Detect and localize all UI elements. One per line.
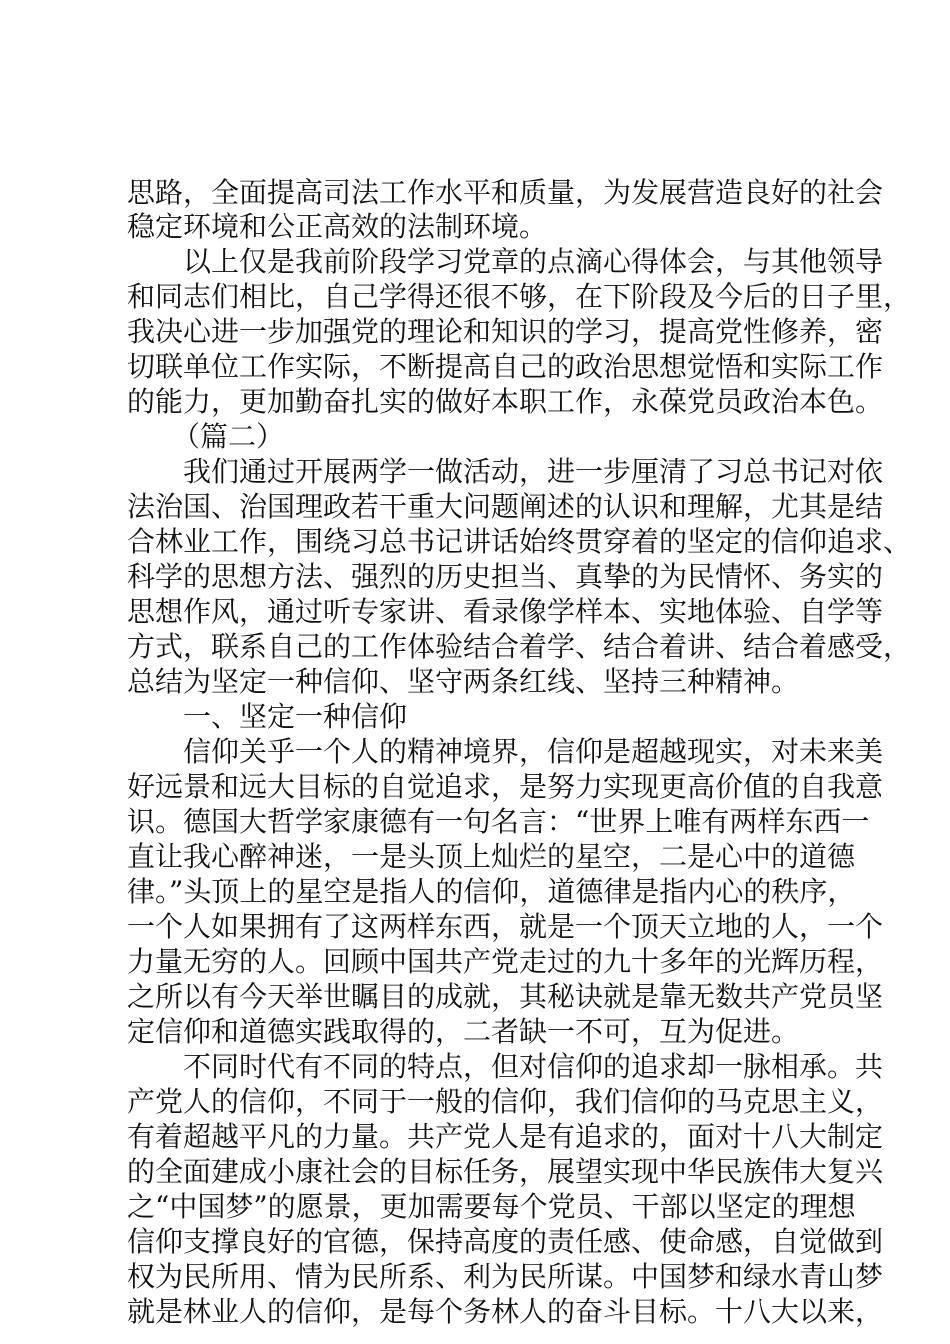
- text-line: 稳定环境和公正高效的法制环境。: [127, 210, 548, 243]
- text-line: 一个人如果拥有了这两样东西，就是一个顶天立地的人，一个: [127, 910, 884, 943]
- text-line: 方式，联系自己的工作体验结合着学、结合着讲、结合着感受，: [127, 630, 912, 663]
- text-line: 不同时代有不同的特点，但对信仰的追求却一脉相承。共: [183, 1050, 884, 1083]
- text-line: 好远景和远大目标的自觉追求，是努力实现更高价值的自我意: [127, 770, 884, 803]
- text-line: 我们通过开展两学一做活动，进一步厘清了习总书记对依: [183, 455, 884, 488]
- section-heading: 一、坚定一种信仰: [183, 700, 408, 733]
- text-line: 合林业工作，围绕习总书记讲话始终贯穿着的坚定的信仰追求、: [127, 525, 912, 558]
- text-line: 力量无穷的人。回顾中国共产党走过的九十多年的光辉历程，: [127, 945, 884, 978]
- text-line: 产党人的信仰，不同于一般的信仰，我们信仰的马克思主义，: [127, 1085, 884, 1118]
- section-heading: （篇二）: [172, 420, 285, 453]
- text-line: 科学的思想方法、强烈的历史担当、真挚的为民情怀、务实的: [127, 560, 884, 593]
- text-line: 的能力，更加勤奋扎实的做好本职工作，永葆党员政治本色。: [127, 385, 884, 418]
- text-line: 定信仰和道德实践取得的，二者缺一不可，互为促进。: [127, 1015, 800, 1048]
- text-line: 识。德国大哲学家康德有一句名言：“世界上唯有两样东西一: [127, 805, 870, 838]
- text-line: 法治国、治国理政若干重大问题阐述的认识和理解，尤其是结: [127, 490, 884, 523]
- text-line: 思想作风，通过听专家讲、看录像学样本、实地体验、自学等: [127, 595, 884, 628]
- text-line: 就是林业人的信仰，是每个务林人的奋斗目标。十八大以来，: [127, 1295, 884, 1328]
- text-line: 以上仅是我前阶段学习党章的点滴心得体会，与其他领导: [183, 245, 884, 278]
- text-line: 切联单位工作实际，不断提高自己的政治思想觉悟和实际工作: [127, 350, 884, 383]
- text-line: 信仰支撑良好的官德，保持高度的责任感、使命感，自觉做到: [127, 1225, 884, 1258]
- text-line: 之“中国梦”的愿景，更加需要每个党员、干部以坚定的理想: [127, 1190, 856, 1223]
- text-line: 信仰关乎一个人的精神境界，信仰是超越现实，对未来美: [183, 735, 884, 768]
- text-line: 直让我心醉神迷，一是头顶上灿烂的星空，二是心中的道德: [127, 840, 856, 873]
- text-line: 之所以有今天举世瞩目的成就，其秘诀就是靠无数共产党员坚: [127, 980, 884, 1013]
- text-line: 权为民所用、情为民所系、利为民所谋。中国梦和绿水青山梦: [127, 1260, 884, 1293]
- text-line: 律。”头顶上的星空是指人的信仰，道德律是指内心的秩序，: [127, 875, 856, 908]
- text-line: 和同志们相比，自己学得还很不够，在下阶段及今后的日子里，: [127, 280, 912, 313]
- text-line: 有着超越平凡的力量。共产党人是有追求的，面对十八大制定: [127, 1120, 884, 1153]
- text-line: 思路，全面提高司法工作水平和质量，为发展营造良好的社会: [127, 176, 884, 209]
- text-line: 总结为坚定一种信仰、坚守两条红线、坚持三种精神。: [127, 665, 800, 698]
- text-line: 我决心进一步加强党的理论和知识的学习，提高党性修养，密: [127, 315, 884, 348]
- text-line: 的全面建成小康社会的目标任务，展望实现中华民族伟大复兴: [127, 1155, 884, 1188]
